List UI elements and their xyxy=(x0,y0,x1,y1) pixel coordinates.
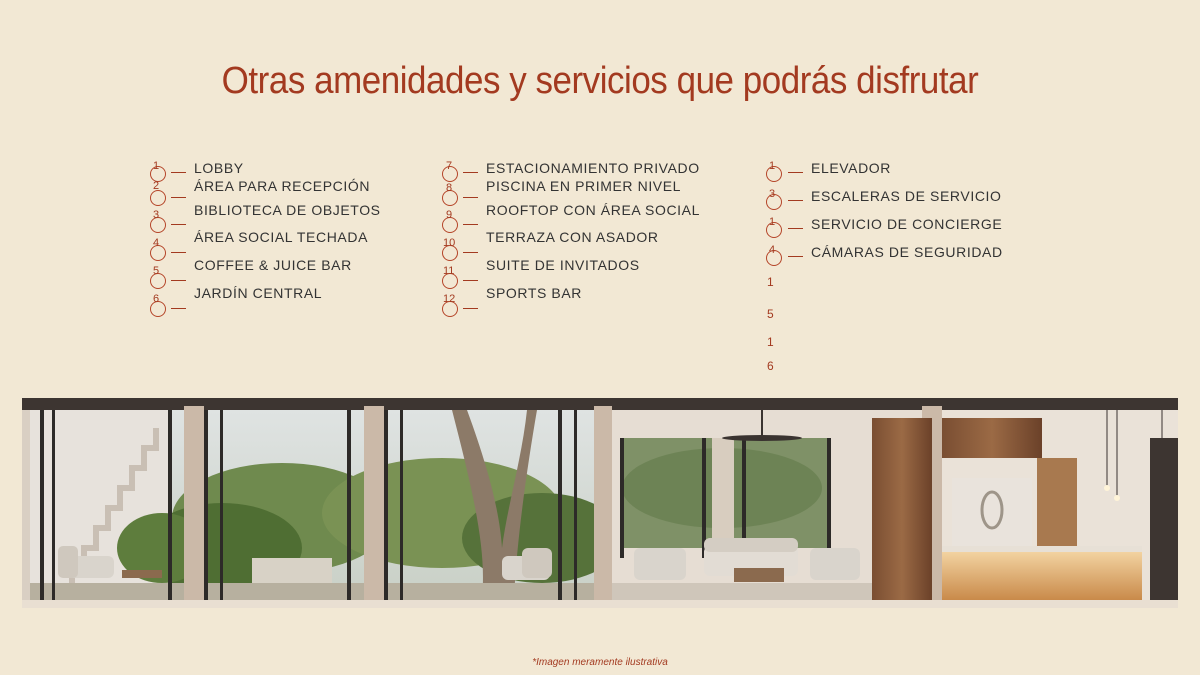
item-number: 12 xyxy=(443,293,456,305)
dash-divider xyxy=(463,197,478,198)
item-label: ÁREA SOCIAL TECHADA xyxy=(194,229,369,245)
item-label: BIBLIOTECA DE OBJETOS xyxy=(194,202,381,218)
item-label: SUITE DE INVITADOS xyxy=(486,257,640,273)
dash-divider xyxy=(463,252,478,253)
item-number: 8 xyxy=(446,182,453,194)
dash-divider xyxy=(171,252,186,253)
item-number: 10 xyxy=(443,237,456,249)
item-number: 6 xyxy=(153,293,160,305)
item-label: COFFEE & JUICE BAR xyxy=(194,257,352,273)
dash-divider xyxy=(463,224,478,225)
dash-divider xyxy=(788,172,803,173)
dash-divider xyxy=(463,172,478,173)
item-label: ESCALERAS DE SERVICIO xyxy=(811,188,1002,204)
item-number: 4 xyxy=(153,237,160,249)
list-item xyxy=(766,216,1066,240)
list-item xyxy=(766,160,1066,184)
dash-divider xyxy=(171,172,186,173)
dash-divider xyxy=(171,224,186,225)
item-number: 3 xyxy=(153,209,160,221)
item-label: SPORTS BAR xyxy=(486,285,582,301)
number-circle-icon xyxy=(150,190,166,206)
stray-number: 5 xyxy=(767,307,774,321)
item-label: CÁMARAS DE SEGURIDAD xyxy=(811,244,1003,260)
list-item xyxy=(766,188,1066,212)
item-label: ESTACIONAMIENTO PRIVADO xyxy=(486,160,700,176)
dash-divider xyxy=(788,228,803,229)
page-title: Otras amenidades y servicios que podrás disfrutar xyxy=(221,60,979,102)
item-number: 11 xyxy=(443,265,455,277)
dash-divider xyxy=(463,308,478,309)
item-number: 1 xyxy=(153,160,160,172)
item-number: 5 xyxy=(153,265,160,277)
dash-divider xyxy=(171,280,186,281)
stray-number: 6 xyxy=(767,359,774,373)
item-label: ROOFTOP CON ÁREA SOCIAL xyxy=(486,202,700,218)
list-item xyxy=(766,244,1066,268)
disclaimer-note: *Imagen meramente ilustrativa xyxy=(532,657,668,668)
dash-divider xyxy=(788,200,803,201)
list-item xyxy=(442,285,742,317)
item-number: 3 xyxy=(769,188,776,200)
item-number: 1 xyxy=(769,216,776,228)
item-label: ÁREA PARA RECEPCIÓN xyxy=(194,178,371,194)
item-label: JARDÍN CENTRAL xyxy=(194,285,323,301)
item-number: 4 xyxy=(769,244,776,256)
item-number: 9 xyxy=(446,209,453,221)
item-number: 2 xyxy=(153,180,160,192)
amenity-rendering-image xyxy=(22,398,1178,608)
stray-number: 1 xyxy=(767,335,774,349)
list-item xyxy=(150,285,450,317)
dash-divider xyxy=(463,280,478,281)
item-number: 1 xyxy=(769,160,776,172)
item-number: 7 xyxy=(446,160,453,172)
dash-divider xyxy=(171,197,186,198)
list-item xyxy=(150,178,453,204)
item-label: PISCINA EN PRIMER NIVEL xyxy=(486,178,682,194)
stray-number: 1 xyxy=(767,275,774,289)
dash-divider xyxy=(171,308,186,309)
item-label: ELEVADOR xyxy=(811,160,892,176)
dash-divider xyxy=(788,256,803,257)
item-label: SERVICIO DE CONCIERGE xyxy=(811,216,1003,232)
item-label: TERRAZA CON ASADOR xyxy=(486,229,659,245)
item-label: LOBBY xyxy=(194,160,244,176)
